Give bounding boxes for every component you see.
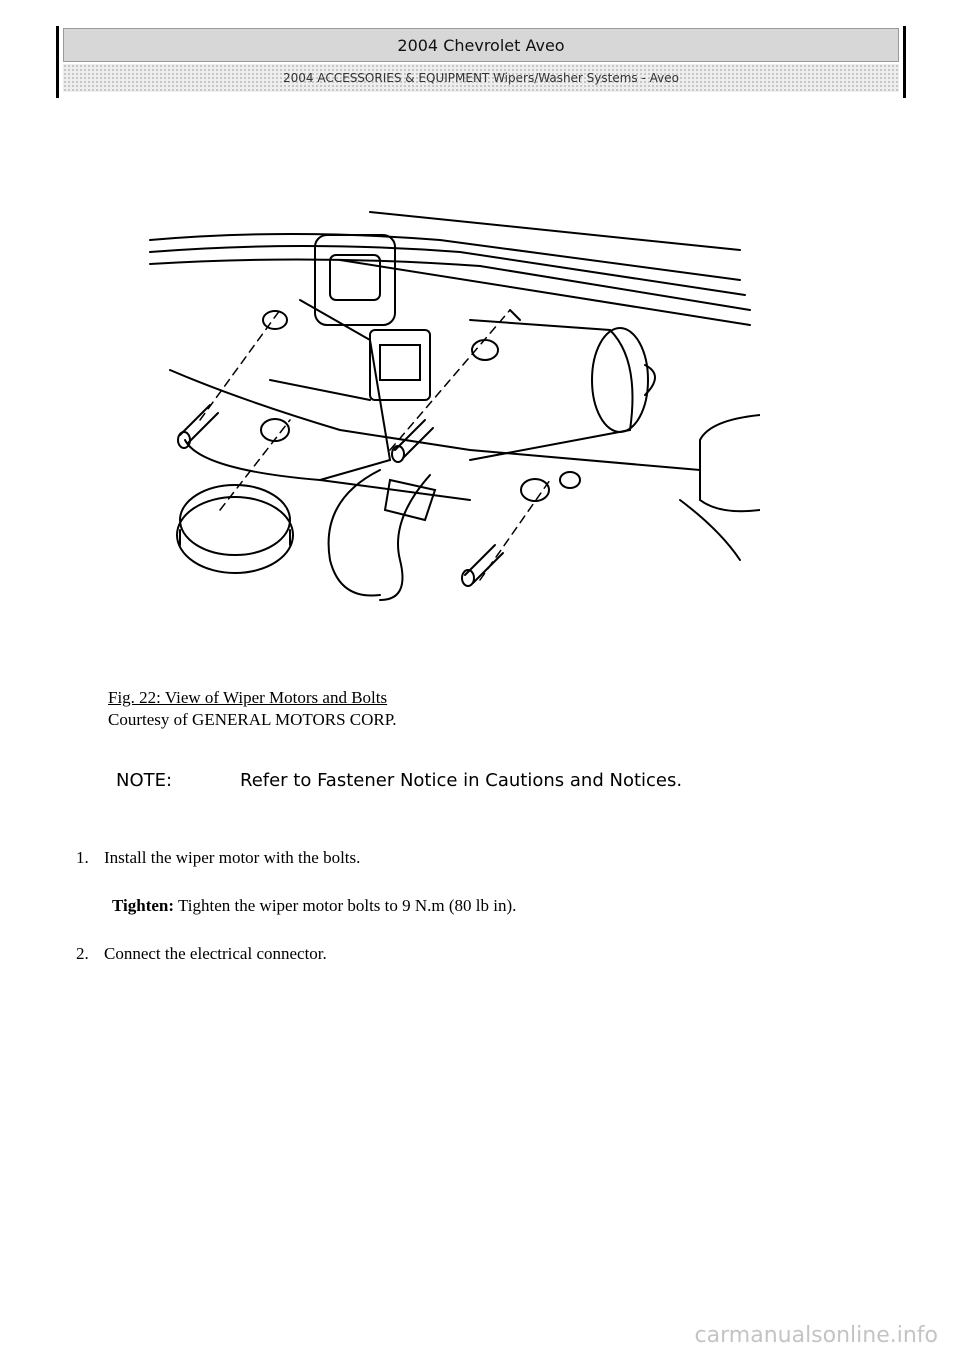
tighten-spec <box>112 896 516 916</box>
step-text: Connect the electrical connector. <box>104 944 327 963</box>
figure-caption-block <box>108 688 397 730</box>
figure-courtesy: Courtesy of GENERAL MOTORS CORP. <box>108 710 397 729</box>
tighten-text: Tighten the wiper motor bolts to 9 N.m (80 lb in). <box>178 896 517 915</box>
note-block <box>116 768 716 794</box>
wiper-motor-illustration <box>140 200 760 620</box>
step-2 <box>76 944 327 964</box>
header-subtitle: 2004 ACCESSORIES & EQUIPMENT Wipers/Washer Systems - Aveo <box>63 64 899 92</box>
note-text: Refer to Fastener Notice in Cautions and Notices. <box>240 770 683 791</box>
step-text: Install the wiper motor with the bolts. <box>104 848 361 867</box>
header-title: 2004 Chevrolet Aveo <box>63 28 899 62</box>
step-number: 1. <box>76 848 89 867</box>
page-header <box>56 26 906 98</box>
note-label: NOTE: <box>116 770 173 791</box>
tighten-label: Tighten: <box>112 896 175 915</box>
figure-caption: Fig. 22: View of Wiper Motors and Bolts <box>108 688 388 707</box>
step-1 <box>76 848 360 868</box>
step-number: 2. <box>76 944 89 963</box>
watermark: carmanualsonline.info <box>694 1323 938 1348</box>
